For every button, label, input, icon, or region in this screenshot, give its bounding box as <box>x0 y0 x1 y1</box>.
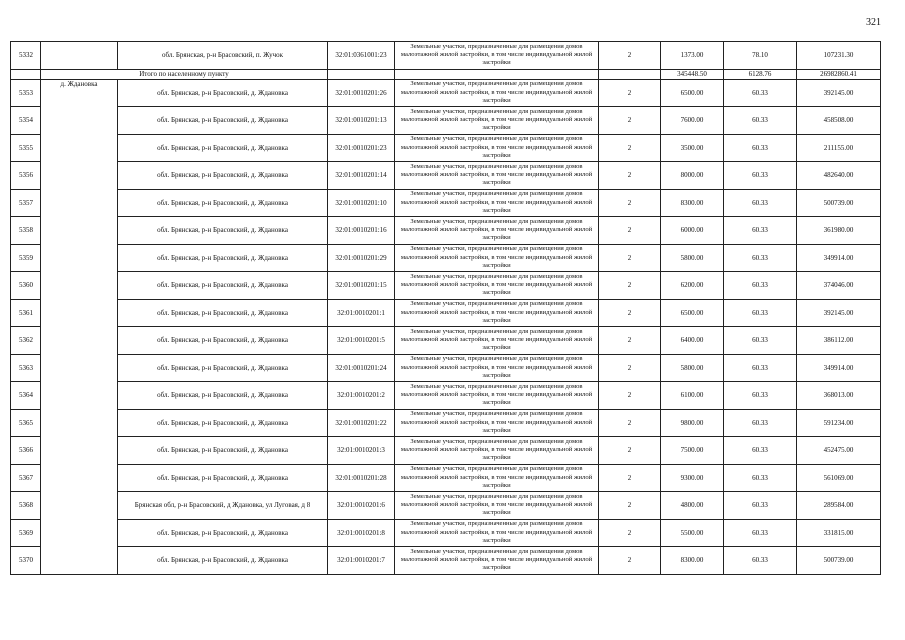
table-row <box>11 327 881 355</box>
specific-value-cell: 78.10 <box>724 42 797 70</box>
specific-value-cell: 60.33 <box>724 327 797 355</box>
row-number: 5353 <box>11 79 41 107</box>
address-cell: обл. Брянская, р-н Брасовский, д. Ждановка <box>118 354 328 382</box>
specific-value-cell: 60.33 <box>724 409 797 437</box>
group-cell: 2 <box>599 299 661 327</box>
cadastral-number-cell: 32:01:0010201:5 <box>328 327 395 355</box>
group-cell: 2 <box>599 492 661 520</box>
address-cell: обл. Брянская, р-н Брасовский, д. Ждановка <box>118 244 328 272</box>
cadastral-value-cell: 392145.00 <box>797 79 881 107</box>
cadastral-value-cell: 591234.00 <box>797 409 881 437</box>
group-cell: 2 <box>599 464 661 492</box>
area-cell: 6100.00 <box>661 382 724 410</box>
land-use-cell: Земельные участки, предназначенные для размещения домов малоэтажной жилой застройки, в том числе индивидуальной жилой застройки <box>395 244 599 272</box>
cadastral-number-cell: 32:01:0010201:13 <box>328 107 395 135</box>
land-use-cell: Земельные участки, предназначенные для размещения домов малоэтажной жилой застройки, в том числе индивидуальной жилой застройки <box>395 354 599 382</box>
specific-value-cell: 60.33 <box>724 189 797 217</box>
area-cell: 7500.00 <box>661 437 724 465</box>
table-row <box>11 464 881 492</box>
cadastral-number-cell: 32:01:0010201:6 <box>328 492 395 520</box>
specific-value-cell: 60.33 <box>724 437 797 465</box>
table-row <box>11 244 881 272</box>
row-number: 5360 <box>11 272 41 300</box>
land-use-cell: Земельные участки, предназначенные для размещения домов малоэтажной жилой застройки, в том числе индивидуальной жилой застройки <box>395 519 599 547</box>
area-cell: 5800.00 <box>661 354 724 382</box>
group-cell: 2 <box>599 162 661 190</box>
row-number: 5362 <box>11 327 41 355</box>
land-use-cell: Земельные участки, предназначенные для размещения домов малоэтажной жилой застройки, в том числе индивидуальной жилой застройки <box>395 189 599 217</box>
cadastral-number-cell: 32:01:0010201:2 <box>328 382 395 410</box>
table-row <box>11 382 881 410</box>
group-cell: 2 <box>599 547 661 575</box>
row-number: 5366 <box>11 437 41 465</box>
land-use-cell: Земельные участки, предназначенные для размещения домов малоэтажной жилой застройки, в том числе индивидуальной жилой застройки <box>395 409 599 437</box>
land-use-cell: Земельные участки, предназначенные для размещения домов малоэтажной жилой застройки, в том числе индивидуальной жилой застройки <box>395 437 599 465</box>
row-number: 5354 <box>11 107 41 135</box>
table-row <box>11 162 881 190</box>
specific-value-cell: 60.33 <box>724 217 797 245</box>
table-row <box>11 409 881 437</box>
specific-value-cell: 60.33 <box>724 162 797 190</box>
locality-cell <box>41 42 118 70</box>
land-use-cell: Земельные участки, предназначенные для размещения домов малоэтажной жилой застройки, в том числе индивидуальной жилой застройки <box>395 42 599 70</box>
area-cell: 9800.00 <box>661 409 724 437</box>
row-number: 5358 <box>11 217 41 245</box>
row-number: 5361 <box>11 299 41 327</box>
land-use-cell: Земельные участки, предназначенные для размещения домов малоэтажной жилой застройки, в том числе индивидуальной жилой застройки <box>395 162 599 190</box>
address-cell: обл. Брянская, р-н Брасовский, д. Ждановка <box>118 107 328 135</box>
table-row <box>11 189 881 217</box>
area-cell: 8000.00 <box>661 162 724 190</box>
table-row <box>11 272 881 300</box>
group-cell: 2 <box>599 437 661 465</box>
cadastral-number-cell: 32:01:0361001:23 <box>328 42 395 70</box>
land-use-cell: Земельные участки, предназначенные для размещения домов малоэтажной жилой застройки, в том числе индивидуальной жилой застройки <box>395 134 599 162</box>
table-row <box>11 519 881 547</box>
address-cell: обл. Брянская, р-н Брасовский, д. Ждановка <box>118 409 328 437</box>
cadastral-number-cell: 32:01:0010201:8 <box>328 519 395 547</box>
specific-value-cell: 60.33 <box>724 244 797 272</box>
specific-value-cell: 60.33 <box>724 492 797 520</box>
total-cadastral-value: 26982860.41 <box>797 69 881 79</box>
cadastral-value-cell: 368013.00 <box>797 382 881 410</box>
cadastral-value-cell: 386112.00 <box>797 327 881 355</box>
row-number: 5369 <box>11 519 41 547</box>
table-row <box>11 134 881 162</box>
row-number: 5357 <box>11 189 41 217</box>
empty-cell <box>328 69 395 79</box>
land-use-cell: Земельные участки, предназначенные для размещения домов малоэтажной жилой застройки, в том числе индивидуальной жилой застройки <box>395 79 599 107</box>
area-cell: 6200.00 <box>661 272 724 300</box>
address-cell: обл. Брянская, р-н Брасовский, д. Ждановка <box>118 519 328 547</box>
locality-cell: д. Ждановка <box>41 79 118 574</box>
area-cell: 6000.00 <box>661 217 724 245</box>
group-cell: 2 <box>599 272 661 300</box>
table-row <box>11 437 881 465</box>
cadastral-number-cell: 32:01:0010201:23 <box>328 134 395 162</box>
land-use-cell: Земельные участки, предназначенные для размещения домов малоэтажной жилой застройки, в том числе индивидуальной жилой застройки <box>395 492 599 520</box>
group-cell: 2 <box>599 189 661 217</box>
cadastral-value-cell: 349914.00 <box>797 244 881 272</box>
address-cell: обл. Брянская, р-н Брасовский, д. Ждановка <box>118 437 328 465</box>
address-cell: обл. Брянская, р-н Брасовский, п. Жучок <box>118 42 328 70</box>
row-number: 5367 <box>11 464 41 492</box>
group-cell: 2 <box>599 354 661 382</box>
cadastral-number-cell: 32:01:0010201:26 <box>328 79 395 107</box>
cadastral-number-cell: 32:01:0010201:28 <box>328 464 395 492</box>
cadastral-value-cell: 289584.00 <box>797 492 881 520</box>
address-cell: обл. Брянская, р-н Брасовский, д. Ждановка <box>118 79 328 107</box>
row-number: 5368 <box>11 492 41 520</box>
area-cell: 6500.00 <box>661 79 724 107</box>
specific-value-cell: 60.33 <box>724 134 797 162</box>
row-number: 5364 <box>11 382 41 410</box>
specific-value-cell: 60.33 <box>724 354 797 382</box>
cadastral-number-cell: 32:01:0010201:14 <box>328 162 395 190</box>
specific-value-cell: 60.33 <box>724 107 797 135</box>
cadastral-value-cell: 331815.00 <box>797 519 881 547</box>
row-number: 5359 <box>11 244 41 272</box>
table-row <box>11 42 881 70</box>
cadastral-number-cell: 32:01:0010201:15 <box>328 272 395 300</box>
specific-value-cell: 60.33 <box>724 299 797 327</box>
area-cell: 5500.00 <box>661 519 724 547</box>
row-number: 5365 <box>11 409 41 437</box>
table-row <box>11 79 881 107</box>
land-use-cell: Земельные участки, предназначенные для размещения домов малоэтажной жилой застройки, в том числе индивидуальной жилой застройки <box>395 107 599 135</box>
cadastral-value-cell: 500739.00 <box>797 547 881 575</box>
empty-cell <box>11 69 41 79</box>
area-cell: 9300.00 <box>661 464 724 492</box>
address-cell: обл. Брянская, р-н Брасовский, д. Ждановка <box>118 162 328 190</box>
table-row <box>11 492 881 520</box>
group-cell: 2 <box>599 107 661 135</box>
area-cell: 4800.00 <box>661 492 724 520</box>
row-number: 5355 <box>11 134 41 162</box>
area-cell: 8300.00 <box>661 547 724 575</box>
group-cell: 2 <box>599 327 661 355</box>
address-cell: обл. Брянская, р-н Брасовский, д. Ждановка <box>118 217 328 245</box>
group-cell: 2 <box>599 42 661 70</box>
table-row <box>11 107 881 135</box>
cadastral-value-cell: 211155.00 <box>797 134 881 162</box>
row-number: 5370 <box>11 547 41 575</box>
area-cell: 3500.00 <box>661 134 724 162</box>
group-cell: 2 <box>599 79 661 107</box>
address-cell: обл. Брянская, р-н Брасовский, д. Ждановка <box>118 547 328 575</box>
cadastral-number-cell: 32:01:0010201:16 <box>328 217 395 245</box>
area-cell: 7600.00 <box>661 107 724 135</box>
area-cell: 8300.00 <box>661 189 724 217</box>
cadastral-value-cell: 500739.00 <box>797 189 881 217</box>
land-use-cell: Земельные участки, предназначенные для размещения домов малоэтажной жилой застройки, в том числе индивидуальной жилой застройки <box>395 299 599 327</box>
specific-value-cell: 60.33 <box>724 464 797 492</box>
cadastral-number-cell: 32:01:0010201:1 <box>328 299 395 327</box>
cadastral-value-cell: 561069.00 <box>797 464 881 492</box>
specific-value-cell: 60.33 <box>724 272 797 300</box>
address-cell: обл. Брянская, р-н Брасовский, д. Ждановка <box>118 464 328 492</box>
address-cell: обл. Брянская, р-н Брасовский, д. Ждановка <box>118 382 328 410</box>
cadastral-value-cell: 458508.00 <box>797 107 881 135</box>
table-row <box>11 547 881 575</box>
cadastral-number-cell: 32:01:0010201:22 <box>328 409 395 437</box>
address-cell: обл. Брянская, р-н Брасовский, д. Ждановка <box>118 272 328 300</box>
land-use-cell: Земельные участки, предназначенные для размещения домов малоэтажной жилой застройки, в том числе индивидуальной жилой застройки <box>395 464 599 492</box>
group-cell: 2 <box>599 409 661 437</box>
area-cell: 1373.00 <box>661 42 724 70</box>
group-cell: 2 <box>599 244 661 272</box>
cadastral-value-cell: 374046.00 <box>797 272 881 300</box>
address-cell: обл. Брянская, р-н Брасовский, д. Ждановка <box>118 327 328 355</box>
cadastral-value-cell: 107231.30 <box>797 42 881 70</box>
group-cell: 2 <box>599 519 661 547</box>
cadastral-value-table <box>10 41 881 575</box>
page-number: 321 <box>866 17 881 28</box>
row-number: 5332 <box>11 42 41 70</box>
cadastral-value-cell: 349914.00 <box>797 354 881 382</box>
total-row <box>11 69 881 79</box>
group-cell: 2 <box>599 382 661 410</box>
cadastral-number-cell: 32:01:0010201:10 <box>328 189 395 217</box>
cadastral-number-cell: 32:01:0010201:7 <box>328 547 395 575</box>
area-cell: 5800.00 <box>661 244 724 272</box>
cadastral-number-cell: 32:01:0010201:24 <box>328 354 395 382</box>
area-cell: 6500.00 <box>661 299 724 327</box>
address-cell: обл. Брянская, р-н Брасовский, д. Ждановка <box>118 134 328 162</box>
cadastral-number-cell: 32:01:0010201:29 <box>328 244 395 272</box>
address-cell: Брянская обл, р-н Брасовский, д Ждановка, ул Луговая, д 8 <box>118 492 328 520</box>
empty-cell <box>395 69 599 79</box>
address-cell: обл. Брянская, р-н Брасовский, д. Ждановка <box>118 189 328 217</box>
specific-value-cell: 60.33 <box>724 382 797 410</box>
empty-cell <box>599 69 661 79</box>
total-area: 345448.50 <box>661 69 724 79</box>
table-row <box>11 299 881 327</box>
land-use-cell: Земельные участки, предназначенные для размещения домов малоэтажной жилой застройки, в том числе индивидуальной жилой застройки <box>395 382 599 410</box>
total-specific-value: 6128.76 <box>724 69 797 79</box>
land-use-cell: Земельные участки, предназначенные для размещения домов малоэтажной жилой застройки, в том числе индивидуальной жилой застройки <box>395 327 599 355</box>
cadastral-value-cell: 482640.00 <box>797 162 881 190</box>
specific-value-cell: 60.33 <box>724 519 797 547</box>
address-cell: обл. Брянская, р-н Брасовский, д. Ждановка <box>118 299 328 327</box>
specific-value-cell: 60.33 <box>724 79 797 107</box>
land-use-cell: Земельные участки, предназначенные для размещения домов малоэтажной жилой застройки, в том числе индивидуальной жилой застройки <box>395 217 599 245</box>
cadastral-value-cell: 452475.00 <box>797 437 881 465</box>
cadastral-number-cell: 32:01:0010201:3 <box>328 437 395 465</box>
total-label: Итого по населенному пункту <box>41 69 328 79</box>
row-number: 5356 <box>11 162 41 190</box>
table-row <box>11 354 881 382</box>
table-row <box>11 217 881 245</box>
land-use-cell: Земельные участки, предназначенные для размещения домов малоэтажной жилой застройки, в том числе индивидуальной жилой застройки <box>395 272 599 300</box>
cadastral-value-cell: 361980.00 <box>797 217 881 245</box>
area-cell: 6400.00 <box>661 327 724 355</box>
specific-value-cell: 60.33 <box>724 547 797 575</box>
land-use-cell: Земельные участки, предназначенные для размещения домов малоэтажной жилой застройки, в том числе индивидуальной жилой застройки <box>395 547 599 575</box>
group-cell: 2 <box>599 217 661 245</box>
cadastral-value-cell: 392145.00 <box>797 299 881 327</box>
group-cell: 2 <box>599 134 661 162</box>
row-number: 5363 <box>11 354 41 382</box>
